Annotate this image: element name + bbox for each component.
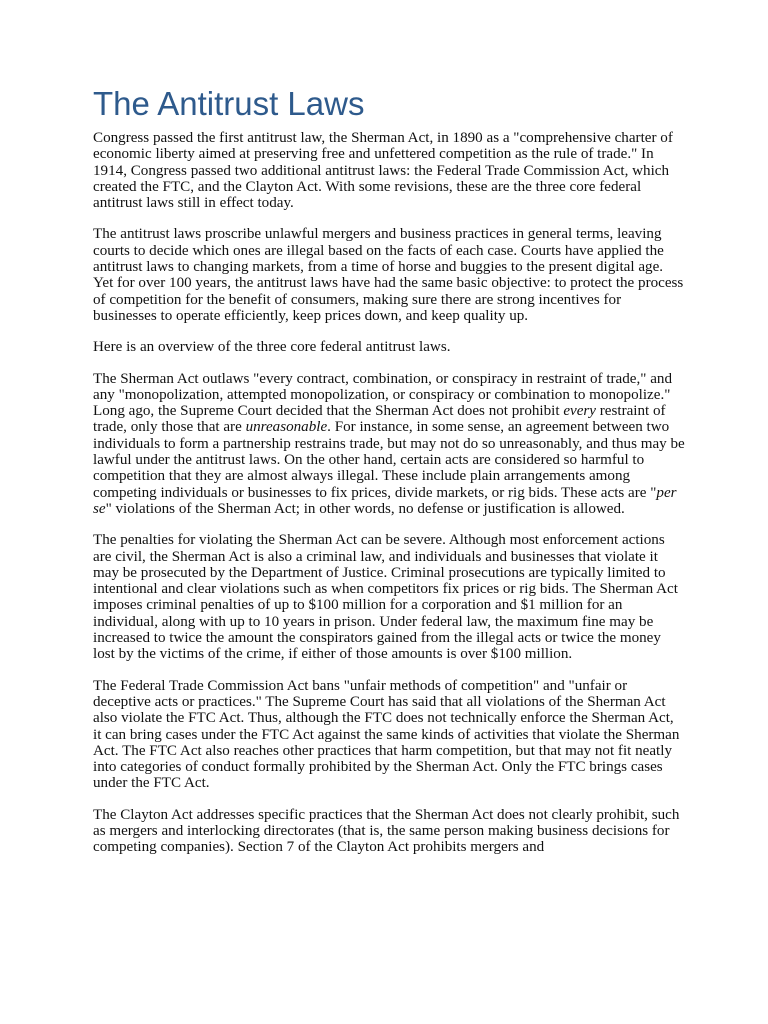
sherman-text-c: . For instance, in some sense, an agreement between two individuals to form a partnership restrains trade, but may not do so unreasonably, and thus may be lawful under the antitrust laws. On the other hand, certain acts are considered so harmful to competition that they are almost always illegal. These include plain arrangements among competing individuals or businesses to fix prices, divide markets, or rig bids. These acts are " [93,419,685,501]
page-title: The Antitrust Laws [93,85,365,122]
paragraph-penalties: The penalties for violating the Sherman Act can be severe. Although most enforcement actions are civil, the Sherman Act is also a criminal law, and individuals and businesses that violate it may be prosecuted by the Department of Justice. Criminal prosecutions are typically limited to intentional and clear violations such as when competitors fix prices or rig bids. The Sherman Act imposes criminal penalties of up to $100 million for a corporation and $1 million for an individual, along with up to 10 years in prison. Under federal law, the maximum fine may be increased to twice the amount the conspirators gained from the illegal acts or twice the money lost by the victims of the crime, if either of those amounts is over $100 million. [93,532,678,663]
paragraph-sherman-act [93,371,685,518]
sherman-text-d: " violations of the Sherman Act; in other words, no defense or justification is allowed. [105,500,625,517]
emphasis-unreasonable: unreasonable [245,419,328,436]
paragraph-overview: Here is an overview of the three core federal antitrust laws. [93,339,451,356]
paragraph-ftc-act: The Federal Trade Commission Act bans "unfair methods of competition" and "unfair or deceptive acts or practices." The Supreme Court has said that all violations of the Sherman Act also violate the FTC Act. Thus, although the FTC does not technically enforce the Sherman Act, it can bring cases under the FTC Act against the same kinds of activities that violate the Sherman Act. The FTC Act also reaches other practices that harm competition, but that may not fit neatly into categories of conduct formally prohibited by the Sherman Act. Only the FTC brings cases under the FTC Act. [93,677,680,792]
paragraph-objective: The antitrust laws proscribe unlawful mergers and business practices in general terms, leaving courts to decide which ones are illegal based on the facts of each case. Courts have applied the antitrust laws to changing markets, from a time of horse and buggies to the present digital age. Yet for over 100 years, the antitrust laws have had the same basic objective: to protect the process of competition for the benefit of consumers, making sure there are strong incentives for businesses to operate efficiently, keep prices down, and keep quality up. [93,226,684,324]
sherman-text-b: restraint of trade, only those that are [93,403,666,436]
sherman-text-a: The Sherman Act outlaws "every contract, combination, or conspiracy in restraint of trade," and any "monopolization, attempted monopolization, or conspiracy or combination to monopolize." Long ago, the Supreme Court decided that the Sherman Act does not prohibit [93,370,672,420]
document-page [93,84,685,871]
paragraph-clayton-act: The Clayton Act addresses specific practices that the Sherman Act does not clearly prohibit, such as mergers and interlocking directorates (that is, the same person making business decisions for competing companies). Section 7 of the Clayton Act prohibits mergers and [93,806,680,856]
paragraph-intro: Congress passed the first antitrust law, the Sherman Act, in 1890 as a "comprehensive charter of economic liberty aimed at preserving free and unfettered competition as the rule of trade." In 1914, Congress passed two additional antitrust laws: the Federal Trade Commission Act, which created the FTC, and the Clayton Act. With some revisions, these are the three core federal antitrust laws still in effect today. [93,130,673,212]
emphasis-every: every [563,403,596,420]
emphasis-per-se: per se [93,484,677,517]
